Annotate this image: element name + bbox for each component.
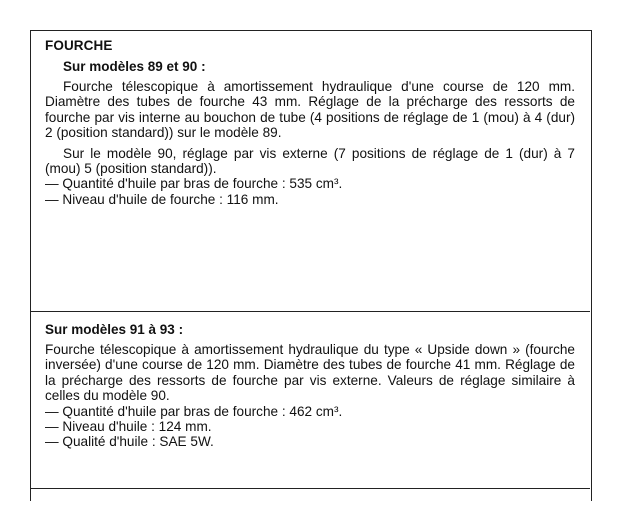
list-item: — Niveau d'huile de fourche : 116 mm. bbox=[45, 191, 279, 207]
list-item: — Niveau d'huile : 124 mm. bbox=[45, 419, 212, 435]
left-column-lower bbox=[45, 322, 575, 450]
paragraph: Sur le modèle 90, réglage par vis externe (7 positions de réglage de 1 (dur) à 7 (mou) 5 (position standard)). bbox=[45, 145, 575, 177]
paragraph: Fourche télescopique à amortissement hydraulique du type « Upside down » (fourche inversée) d'une course de 120 mm. Diamètre des tubes de fourche 41 mm. Réglage de la précharge des ressorts de fourche par vis externe. Valeurs de réglage similaire à celles du modèle 90. bbox=[45, 342, 575, 404]
section-divider bbox=[30, 488, 590, 489]
list-item: — Quantité d'huile par bras de fourche : 535 cm³. bbox=[45, 176, 343, 192]
list-item: — Qualité d'huile : SAE 5W. bbox=[45, 434, 214, 450]
left-column bbox=[45, 38, 575, 207]
paragraph: Fourche télescopique à amortissement hydraulique d'une course de 120 mm. Diamètre des tubes de fourche 43 mm. Réglage de la précharge des ressorts de fourche par vis interne au bouchon de tube (4 positions de réglage de 1 (mou) à 4 (dur) 2 (position standard)) sur le modèle 89. bbox=[45, 79, 575, 141]
section-title: FOURCHE bbox=[45, 38, 113, 53]
list-item: — Quantité d'huile par bras de fourche : 462 cm³. bbox=[45, 403, 343, 419]
subsection-heading: Sur modèles 89 et 90 : bbox=[63, 59, 206, 74]
subsection-heading: Sur modèles 91 à 93 : bbox=[45, 322, 184, 337]
section-divider bbox=[30, 311, 590, 312]
